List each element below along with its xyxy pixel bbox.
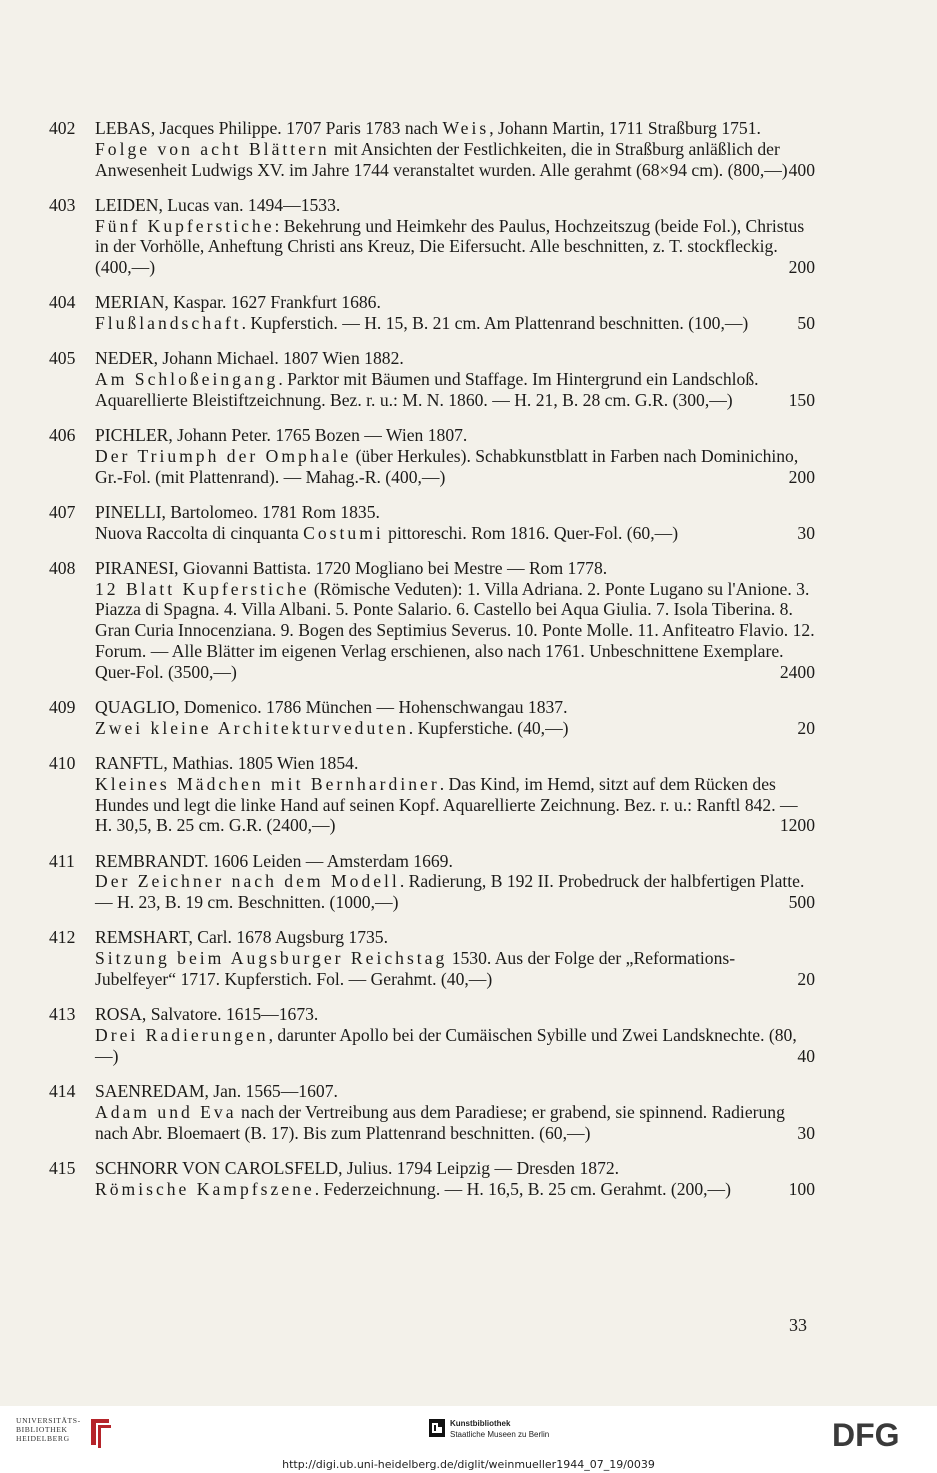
description bbox=[95, 1179, 815, 1200]
description bbox=[95, 216, 815, 278]
description-text: : Bekehrung und Heimkehr des Paulus, Hochzeitszug (beide Fol.), Christus in der Vorhölle, Anheftung Christi ans Kreuz, Die Eifersucht. Alle beschnitten, z. T. stockfleckig. (400,—) bbox=[95, 215, 805, 278]
lot-number: 406 bbox=[49, 425, 76, 446]
lot-number: 408 bbox=[49, 557, 76, 578]
lot-number: 412 bbox=[49, 927, 76, 948]
work-title: Römische Kampfszene bbox=[95, 1178, 315, 1199]
description bbox=[95, 139, 815, 181]
estimate-price: 200 bbox=[788, 257, 815, 278]
description bbox=[95, 313, 815, 334]
artist-line bbox=[95, 502, 815, 523]
estimate-price: 2400 bbox=[779, 661, 815, 682]
description-text: . Kupferstich. — H. 15, B. 21 cm. Am Plattenrand beschnitten. (100,—) bbox=[241, 313, 749, 334]
work-title: Der Triumph der Omphale bbox=[95, 445, 352, 466]
description bbox=[95, 1102, 815, 1144]
uni-line-2: BIBLIOTHEK bbox=[16, 1425, 68, 1434]
estimate-price: 200 bbox=[788, 466, 815, 487]
description bbox=[95, 446, 815, 488]
dfg-text: DFG bbox=[832, 1418, 900, 1450]
kb-line-2: Staatliche Museen zu Berlin bbox=[450, 1430, 550, 1439]
footer-bar bbox=[0, 1406, 937, 1473]
work-title: 12 Blatt Kupferstiche bbox=[95, 578, 310, 599]
artist-header: NEDER, Johann Michael. 1807 Wien 1882. bbox=[95, 348, 404, 369]
work-title: Kleines Mädchen mit Bernhardiner bbox=[95, 773, 440, 794]
lot-number: 409 bbox=[49, 697, 76, 718]
artist-line bbox=[95, 425, 815, 446]
catalog-entry bbox=[40, 851, 815, 913]
work-title: Costumi bbox=[303, 522, 384, 543]
work-title: Der Zeichner nach dem Modell bbox=[95, 871, 400, 892]
artist-line bbox=[95, 697, 815, 718]
description bbox=[95, 579, 815, 683]
description-text: 1530. Aus der Folge der „Reformations-Jubelfeyer“ 1717. Kupferstich. Fol. — Gerahmt. (40,—) bbox=[95, 948, 736, 989]
artist-header: PIRANESI, Giovanni Battista. 1720 Mogliano bei Mestre — Rom 1778. bbox=[95, 557, 608, 578]
artist-header: LEBAS, Jacques Philippe. 1707 Paris 1783 nach bbox=[95, 118, 443, 138]
description-text: mit Ansichten der Festlichkeiten, die in Straßburg anläßlich der Anwesenheit Ludwigs XV. im Jahre 1744 veranstaltet wurden. Alle gerahmt (68×94 cm). (800,—) bbox=[95, 138, 788, 180]
artist-header: RANFTL, Mathias. 1805 Wien 1854. bbox=[95, 753, 359, 774]
description-text: , darunter Apollo bei der Cumäischen Sybille und Zwei Landsknechte. (80,—) bbox=[95, 1024, 797, 1066]
estimate-price: 20 bbox=[797, 717, 815, 738]
catalog-entry bbox=[40, 195, 815, 278]
catalog-entry bbox=[40, 1004, 815, 1066]
work-title: Zwei kleine Architekturveduten bbox=[95, 717, 409, 738]
catalog-entry bbox=[40, 697, 815, 739]
estimate-price: 50 bbox=[797, 313, 815, 334]
artist-line bbox=[95, 851, 815, 872]
catalog-entry bbox=[40, 348, 815, 410]
description-text: . Federzeichnung. — H. 16,5, B. 25 cm. Gerahmt. (200,—) bbox=[314, 1178, 731, 1199]
artist-header: SCHNORR VON CAROLSFELD, Julius. 1794 Leipzig — Dresden 1872. bbox=[95, 1157, 620, 1178]
description-text: (über Herkules). Schabkunstblatt in Farben nach Dominichino, Gr.-Fol. (mit Plattenrand). — Mahag.-R. (400,—) bbox=[95, 445, 799, 487]
artist-line bbox=[95, 558, 815, 579]
estimate-price: 100 bbox=[788, 1178, 815, 1199]
artist-line bbox=[95, 292, 815, 313]
lot-number: 405 bbox=[49, 348, 76, 369]
artist-header: SAENREDAM, Jan. 1565—1607. bbox=[95, 1080, 338, 1101]
artist-line bbox=[95, 118, 815, 139]
artist-line bbox=[95, 927, 815, 948]
uni-line-1: UNIVERSITÄTS- bbox=[16, 1416, 81, 1425]
artist-header: PICHLER, Johann Peter. 1765 Bozen — Wien 1807. bbox=[95, 425, 468, 446]
artist-header: MERIAN, Kaspar. 1627 Frankfurt 1686. bbox=[95, 292, 381, 313]
artist-line bbox=[95, 753, 815, 774]
catalog-entry bbox=[40, 118, 815, 180]
artist-line bbox=[95, 1081, 815, 1102]
artist-header: ROSA, Salvatore. 1615—1673. bbox=[95, 1004, 319, 1025]
work-title: Drei Radierungen bbox=[95, 1024, 269, 1045]
description bbox=[95, 718, 815, 739]
artist-line bbox=[95, 348, 815, 369]
page-number: 33 bbox=[789, 1315, 807, 1335]
catalog-entry bbox=[40, 502, 815, 544]
lot-number: 414 bbox=[49, 1080, 76, 1101]
lot-number: 411 bbox=[49, 850, 75, 871]
lot-number: 404 bbox=[49, 292, 76, 313]
lot-number: 415 bbox=[49, 1157, 76, 1178]
catalog-entry bbox=[40, 1158, 815, 1200]
description bbox=[95, 871, 815, 913]
lot-number: 410 bbox=[49, 753, 76, 774]
artist-header: REMBRANDT. 1606 Leiden — Amsterdam 1669. bbox=[95, 850, 453, 871]
lot-number: 403 bbox=[49, 194, 76, 215]
description-text: . Parktor mit Bäumen und Staffage. Im Hintergrund ein Landschloß. Aquarellierte Bleistiftzeichnung. Bez. r. u.: M. N. 1860. — H. 21, B. 28 cm. G.R. (300,—) bbox=[95, 369, 759, 410]
catalog-entry bbox=[40, 927, 815, 989]
estimate-price: 150 bbox=[788, 389, 815, 410]
lot-number: 407 bbox=[49, 501, 76, 522]
artist-header: PINELLI, Bartolomeo. 1781 Rom 1835. bbox=[95, 501, 380, 522]
lot-number: 413 bbox=[49, 1004, 76, 1025]
artist-line bbox=[95, 195, 815, 216]
description-text: . Kupferstiche. (40,—) bbox=[408, 717, 569, 738]
estimate-price: 20 bbox=[797, 969, 815, 989]
kb-line-1: Kunstbibliothek bbox=[450, 1419, 511, 1428]
description bbox=[95, 1025, 815, 1067]
kunstbibliothek-logo[interactable] bbox=[450, 1418, 549, 1440]
estimate-price: 30 bbox=[797, 522, 815, 543]
permalink-url[interactable]: http://digi.ub.uni-heidelberg.de/diglit/weinmueller1944_07_19/0039 bbox=[282, 1458, 655, 1471]
artist-header: QUAGLIO, Domenico. 1786 München — Hohenschwangau 1837. bbox=[95, 697, 568, 718]
description bbox=[95, 774, 815, 836]
description bbox=[95, 369, 815, 411]
artist-header: REMSHART, Carl. 1678 Augsburg 1735. bbox=[95, 927, 389, 948]
catalog-entry bbox=[40, 753, 815, 836]
catalog-entry bbox=[40, 425, 815, 487]
uni-line-3: HEIDELBERG bbox=[16, 1434, 70, 1443]
description-text: nach der Vertreibung aus dem Paradiese; er grabend, sie spinnend. Radierung nach Abr. Bloemaert (B. 17). Bis zum Plattenrand beschnitten. (60,—) bbox=[95, 1101, 785, 1143]
description-text: pittoreschi. Rom 1816. Quer-Fol. (60,—) bbox=[383, 522, 679, 543]
work-title: Sitzung beim Augsburger Reichstag bbox=[95, 948, 448, 969]
kunstbibliothek-icon bbox=[429, 1419, 445, 1442]
work-title: Adam und Eva bbox=[95, 1101, 237, 1122]
description-text: (Römische Veduten): 1. Villa Adriana. 2. Ponte Lugano su l'Anione. 3. Piazza di Spagna. 4. Villa Albani. 5. Ponte Salario. 6. Castello bei Aqua Giulia. 7. Isola Tiberina. 8. Gran Curia Innocenziana. 9. Bogen des Septimius Severus. 10. Ponte Molle. 11. Anfiteatro Flavio. 12. Forum. — Alle Blätter im eigenen Verlag erschienen, also nach 1761. Unbeschnittene Exemplare. Quer-Fol. (3500,—) bbox=[95, 578, 815, 682]
artist-line bbox=[95, 1004, 815, 1025]
estimate-price: 500 bbox=[788, 892, 815, 913]
description-text: . Das Kind, im Hemd, sitzt auf dem Rücken des Hundes und legt die linke Hand auf seinen Kopf. Aquarellierte Zeichnung. Bez. r. u.: Ranftl 842. — H. 30,5, B. 25 cm. G.R. (2400,—) bbox=[95, 773, 798, 836]
artist-line bbox=[95, 1158, 815, 1179]
work-title: Folge von acht Blättern bbox=[95, 138, 330, 159]
catalog-entry bbox=[40, 1081, 815, 1143]
estimate-price: 40 bbox=[797, 1045, 815, 1066]
description-text: . Radierung, B 192 II. Probedruck der halbfertigen Platte. — H. 23, B. 19 cm. Beschnitten. (1000,—) bbox=[95, 871, 805, 913]
work-title: Fünf Kupferstiche bbox=[95, 215, 275, 236]
artist-header: LEIDEN, Lucas van. 1494—1533. bbox=[95, 194, 341, 215]
estimate-price: 30 bbox=[797, 1122, 815, 1143]
description-prefix: Nuova Raccolta di cinquanta bbox=[95, 522, 304, 543]
lot-number: 402 bbox=[49, 118, 76, 138]
description bbox=[95, 523, 815, 544]
dfg-logo[interactable] bbox=[832, 1418, 924, 1455]
catalog-entry bbox=[40, 292, 815, 334]
description bbox=[95, 948, 815, 990]
work-title: Am Schloßeingang bbox=[95, 369, 279, 390]
catalog-entry bbox=[40, 558, 815, 683]
work-title: Flußlandschaft bbox=[95, 313, 242, 334]
uni-emblem-icon bbox=[85, 1415, 115, 1456]
artist-header-rest: , Johann Martin, 1711 Straßburg 1751. bbox=[489, 118, 761, 138]
artist-header-spaced: Weis bbox=[442, 118, 490, 138]
university-library-logo[interactable] bbox=[16, 1416, 81, 1443]
estimate-price: 1200 bbox=[779, 815, 815, 836]
catalog-entries bbox=[40, 118, 815, 1214]
estimate-price: 400 bbox=[788, 159, 815, 180]
